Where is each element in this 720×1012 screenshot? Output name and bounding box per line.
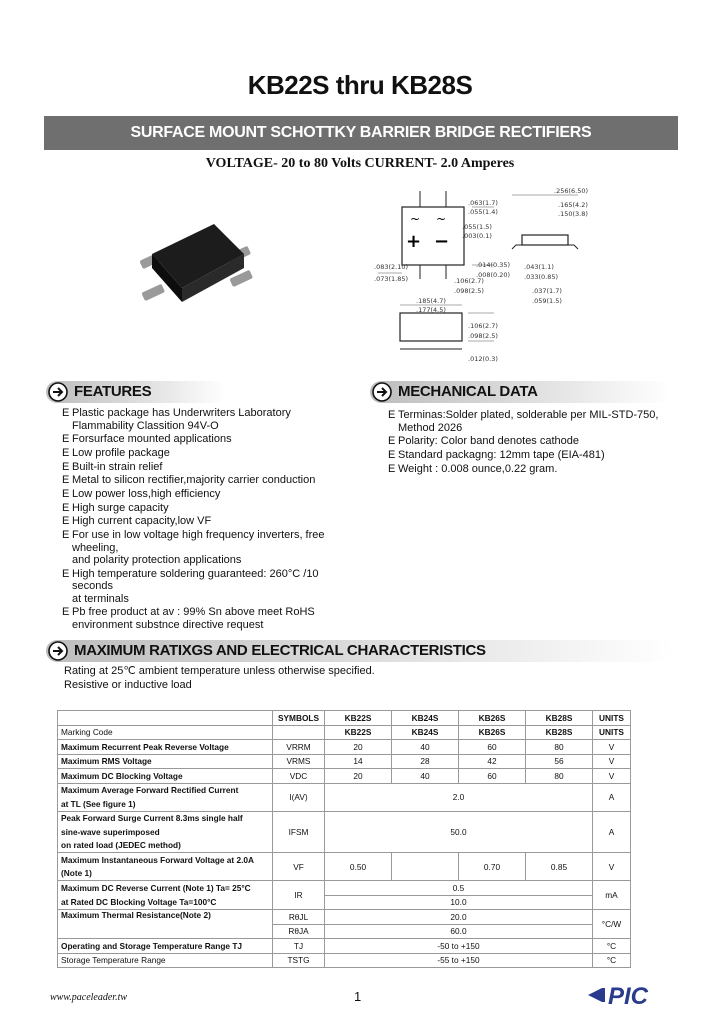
list-item: E For use in low voltage high frequency inverters, free wheeling, and polarity protection applications — [62, 529, 325, 566]
list-item: E Weight : 0.008 ounce,0.22 gram. — [388, 462, 558, 475]
dim-label: .098(2.5) — [468, 332, 498, 340]
col-header: UNITS — [593, 711, 631, 726]
list-item: E Pb free product at av : 99% Sn above meet RoHS environment substnce directive request — [62, 606, 315, 631]
svg-text:+: + — [406, 231, 422, 252]
rating-note: Rating at 25℃ ambient temperature unless otherwise specified. — [64, 665, 375, 677]
arrow-circle-icon — [372, 382, 392, 402]
col-header: KB22S — [325, 711, 392, 726]
page-number: 1 — [354, 989, 362, 1004]
table-row: Maximum Thermal Resistance(Note 2) RθJL 20.0 °C/W — [58, 910, 631, 925]
table-header-row — [58, 711, 631, 726]
table-row: (Note 1) — [58, 867, 631, 881]
table-row: at Rated DC Blocking Voltage Ta=100°C 10.0 — [58, 895, 631, 910]
dim-label: .185(4.7) — [416, 297, 446, 305]
list-item: E High surge capacity — [62, 501, 169, 514]
dim-label: .150(3.8) — [558, 210, 588, 218]
list-item: E Low profile package — [62, 446, 170, 459]
dim-label: .037(1.7) — [532, 287, 562, 295]
ratings-header — [46, 640, 674, 662]
col-header: KB24S — [392, 711, 459, 726]
dim-label: .059(1.5) — [532, 297, 562, 305]
arrow-circle-icon — [48, 382, 68, 402]
dim-label: .098(2.5) — [454, 287, 484, 295]
list-item: E High temperature soldering guaranteed: 260°C /10 seconds at terminals — [62, 567, 319, 605]
dim-label: .106(2.7) — [468, 322, 498, 330]
table-row: Maximum RMS Voltage VRMS 14 28 42 56 V — [58, 754, 631, 769]
dim-label: .003(0.1) — [462, 232, 492, 240]
features-header — [46, 381, 226, 403]
component-photo — [132, 210, 262, 310]
footer-url[interactable]: www.paceleader.tw — [50, 992, 128, 1003]
ratings-heading: MAXIMUM RATIXGS AND ELECTRICAL CHARACTERISTICS — [74, 642, 486, 659]
table-row: Peak Forward Surge Current 8.3ms single half IFSM 50.0 A — [58, 811, 631, 825]
dim-label: .177(4.5) — [416, 306, 446, 314]
list-item: E Forsurface mounted applications — [62, 433, 232, 446]
table-row: Maximum Instantaneous Forward Voltage at 2.0A VF 0.50 0.70 0.85 V — [58, 853, 631, 867]
table-row: RθJA 60.0 — [58, 924, 631, 939]
param-cell: Marking Code — [58, 725, 273, 740]
dim-label: .063(1.7) — [468, 199, 498, 207]
col-header: SYMBOLS — [273, 711, 325, 726]
svg-text:−: − — [434, 231, 450, 252]
dim-label: .106(2.7) — [454, 277, 484, 285]
list-item: E Plastic package has Underwriters Laboratory Flammability Classition 94V-O — [62, 407, 291, 432]
list-item: E Low power loss,high efficiency — [62, 487, 221, 500]
mechanical-header — [370, 381, 670, 403]
dim-label: .165(4.2) — [558, 201, 588, 209]
features-heading: FEATURES — [74, 383, 152, 400]
dim-label: .055(1.5) — [462, 223, 492, 231]
svg-text:~: ~ — [436, 212, 447, 226]
table-row: Maximum DC Blocking Voltage VDC 20 40 60 80 V — [58, 769, 631, 784]
col-header: KB28S — [526, 711, 593, 726]
dim-label: .055(1.4) — [468, 208, 498, 216]
load-note: Resistive or inductive load — [64, 679, 192, 691]
dim-label: .043(1.1) — [524, 263, 554, 271]
dim-label: .014(0.35) — [476, 261, 511, 269]
dimension-drawing — [372, 185, 672, 375]
list-item: E Polarity: Color band denotes cathode — [388, 435, 580, 448]
title-banner: SURFACE MOUNT SCHOTTKY BARRIER BRIDGE RECTIFIERS — [44, 116, 678, 150]
table-row: Maximum Average Forward Rectified Current I(AV) 2.0 A — [58, 783, 631, 797]
svg-text:PIC: PIC — [608, 983, 649, 1008]
spec-table — [57, 710, 631, 968]
table-row: Marking Code KB22S KB24S KB26S KB28S UNITS — [58, 725, 631, 740]
page-title: KB22S thru KB28S — [247, 70, 473, 100]
dim-label: .012(0.3) — [468, 355, 498, 363]
svg-text:~: ~ — [410, 212, 421, 226]
list-item: E Standard packagng: 12mm tape (EIA-481) — [388, 448, 605, 461]
dim-label: .073(1.85) — [374, 275, 409, 283]
list-item: E Metal to silicon rectifier,majority carrier conduction — [62, 474, 316, 487]
table-row: Maximum DC Reverse Current (Note 1) Ta= 25°C IR 0.5 mA — [58, 881, 631, 896]
mechanical-list — [388, 409, 678, 476]
dim-label: .008(0.20) — [476, 271, 511, 279]
list-item: E High current capacity,low VF — [62, 515, 212, 528]
col-header: KB26S — [459, 711, 526, 726]
list-item: E Built-in strain relief — [62, 460, 163, 473]
arrow-circle-icon — [48, 641, 68, 661]
table-row: Storage Temperature Range TSTG -55 to +150 °C — [58, 953, 631, 968]
table-row: at TL (See figure 1) — [58, 797, 631, 811]
table-row: Operating and Storage Temperature Range TJ TJ -50 to +150 °C — [58, 939, 631, 954]
table-row: sine-wave superimposed — [58, 825, 631, 839]
table-row: on rated load (JEDEC method) — [58, 839, 631, 853]
list-item: E Terminas:Solder plated, solderable per MIL-STD-750, Method 2026 — [388, 409, 659, 434]
subtitle: VOLTAGE- 20 to 80 Volts CURRENT- 2.0 Amperes — [205, 156, 515, 171]
dim-label: .256(6.50) — [554, 187, 589, 195]
table-row: Maximum Recurrent Peak Reverse Voltage VRRM 20 40 60 80 V — [58, 740, 631, 755]
features-list — [62, 407, 362, 633]
dim-label: .083(2.10) — [374, 263, 409, 271]
company-logo — [588, 982, 672, 1008]
dim-label: .033(0.85) — [524, 273, 559, 281]
mechanical-heading: MECHANICAL DATA — [398, 383, 538, 400]
